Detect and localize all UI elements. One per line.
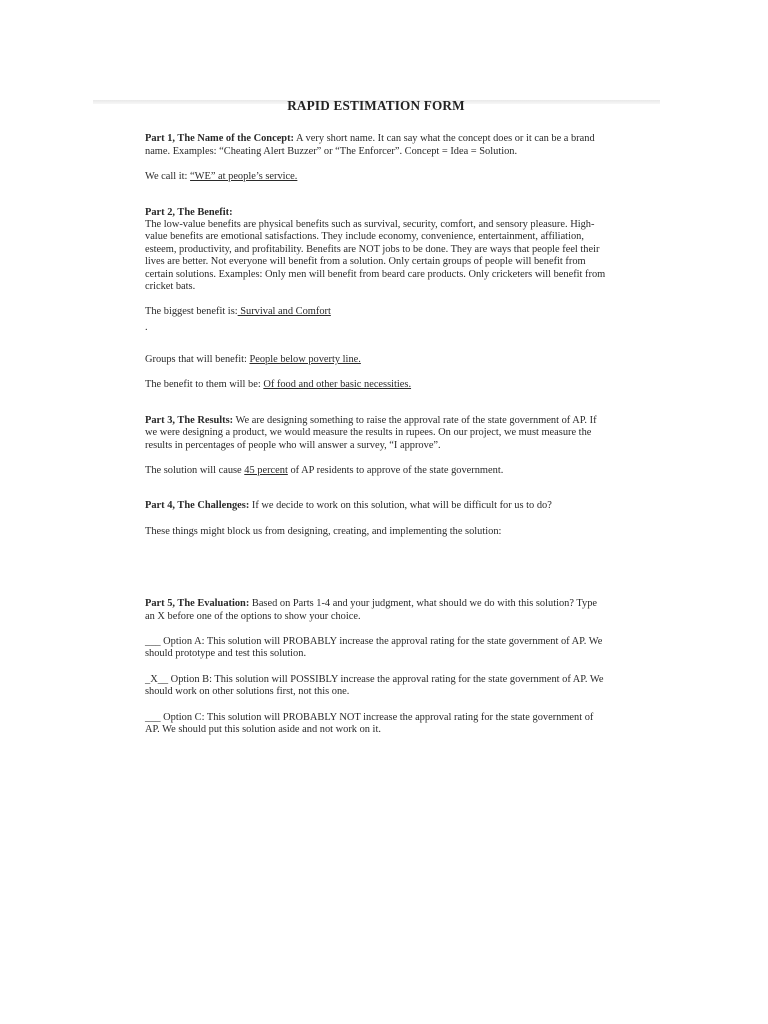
page-title: RAPID ESTIMATION FORM	[287, 98, 465, 113]
part2-benefit-value: Of food and other basic necessities.	[263, 379, 412, 391]
part1-text: A very short name. It can say what the concept does or it can be a brand name. Examples: “Cheating Alert Buzzer” or “The Enforcer”. Concept = Idea = Solution.	[145, 133, 595, 157]
part1-call-line	[145, 171, 607, 183]
part2-biggest-value: Survival and Comfort	[237, 306, 331, 318]
part4-text: If we decide to work on this solution, what will be difficult for us to do?	[249, 500, 552, 512]
part2-groups-label: Groups that will benefit:	[145, 353, 250, 365]
part4-block-line: These things might block us from designing, creating, and implementing the solution:	[145, 525, 502, 537]
part2-paragraph	[145, 207, 607, 294]
part3-paragraph	[145, 415, 607, 452]
document-page	[145, 100, 607, 749]
option-a: ___ Option A: This solution will PROBABLY increase the approval rating for the state government of AP. We should prototype and test this solution.	[145, 635, 603, 660]
part2-benefit-line	[145, 379, 607, 391]
part3-cause-after: of AP residents to approve of the state government.	[287, 464, 504, 476]
part2-groups-value: People below poverty line.	[249, 353, 361, 365]
part1-call-label: We call it:	[145, 171, 191, 183]
part1-heading: Part 1, The Name of the Concept:	[145, 133, 294, 145]
part4-heading: Part 4, The Challenges:	[145, 500, 250, 512]
part3-text: We are designing something to raise the approval rate of the state government of AP. If we were designing a product, we would measure the results in rupees. On our project, we must measure the results in percentages of people who will answer a survey, “I approve”.	[145, 414, 597, 451]
part4-paragraph	[145, 500, 607, 512]
part1-paragraph	[145, 133, 607, 158]
part3-cause-value: 45 percent	[244, 464, 288, 476]
part3-cause-line	[145, 465, 607, 477]
part2-stray-mark: .	[145, 321, 148, 333]
part4-blank-answer-space	[145, 551, 607, 575]
part5-heading: Part 5, The Evaluation:	[145, 598, 250, 610]
part5-text: Based on Parts 1-4 and your judgment, what should we do with this solution? Type an X before one of the options to show your choice.	[145, 598, 598, 622]
part5-paragraph	[145, 598, 607, 623]
part3-cause-before: The solution will cause	[145, 464, 245, 476]
part2-biggest-label: The biggest benefit is:	[145, 306, 238, 318]
option-c: ___ Option C: This solution will PROBABLY NOT increase the approval rating for the state government of AP. We should put this solution aside and not work on it.	[145, 711, 594, 735]
part2-groups-line	[145, 354, 607, 366]
part2-benefit-label: The benefit to them will be:	[145, 379, 264, 391]
part2-biggest-line	[145, 306, 607, 318]
part3-heading: Part 3, The Results:	[145, 414, 234, 426]
option-b: _X__ Option B: This solution will POSSIBLY increase the approval rating for the state government of AP. We should work on other solutions first, not this one.	[145, 673, 604, 698]
part2-heading: Part 2, The Benefit:	[145, 206, 233, 218]
part2-text: The low-value benefits are physical benefits such as survival, security, comfort, and sensory pleasure. High-value benefits are emotional satisfactions. They include economy, convenience, entertainment, affiliation, esteem, productivity, and profitability. Benefits are NOT jobs to be done. They are ways that people feel their lives are better. Not everyone will benefit from a solution. Only certain groups of people will benefit from certain solutions. Examples: Only men will benefit from beard care products. Only cricketers will benefit from cricket bats.	[145, 219, 606, 293]
part1-call-value: “WE” at people’s service.	[190, 171, 298, 183]
